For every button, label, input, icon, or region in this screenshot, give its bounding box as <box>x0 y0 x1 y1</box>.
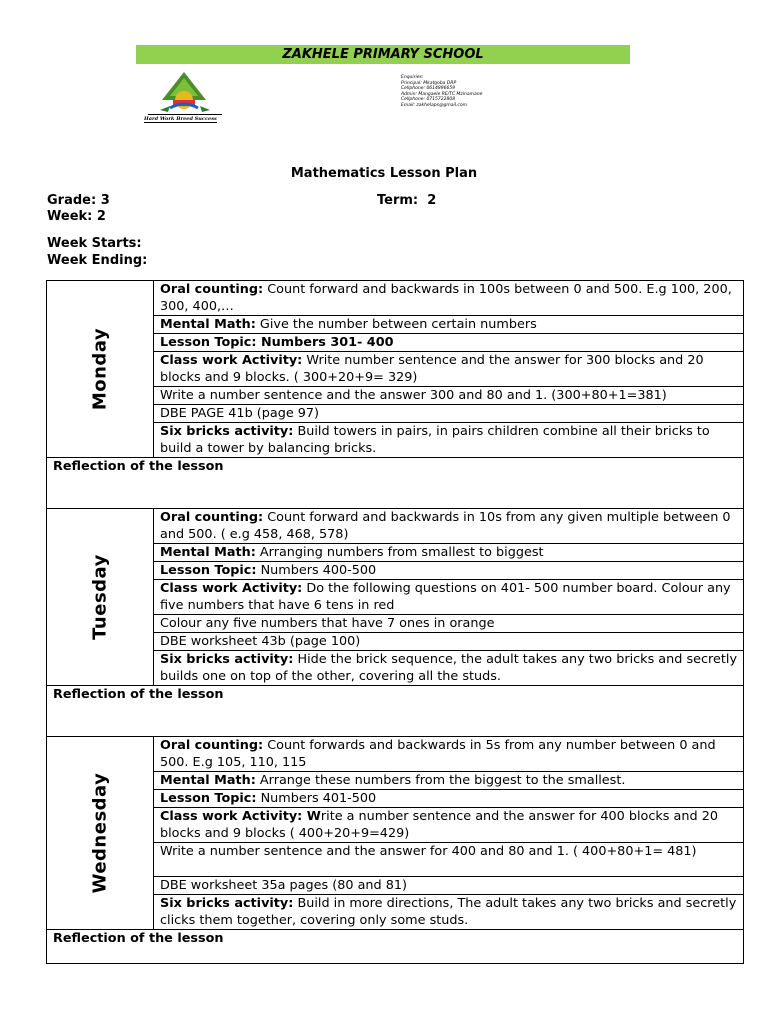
activity-cell <box>154 615 744 633</box>
activity-heading: Lesson Topic: <box>160 563 257 578</box>
grade-field <box>47 193 110 208</box>
activity-cell <box>154 790 744 808</box>
activity-text: Arrange these numbers from the biggest to the smallest. <box>255 773 626 788</box>
table-row <box>47 737 744 772</box>
grade-value: 3 <box>100 193 110 208</box>
reflection-cell: Reflection of the lesson <box>47 930 744 964</box>
activity-heading: Six bricks activity: <box>160 652 294 667</box>
reflection-cell: Reflection of the lesson <box>47 686 744 737</box>
activity-heading: Oral counting: <box>160 510 264 525</box>
activity-cell <box>154 633 744 651</box>
contact-line: Admin: Mangaele RE/TC Mzinamane <box>401 91 483 97</box>
term-label: Term: <box>377 193 419 208</box>
day-cell-monday <box>47 281 154 458</box>
activity-cell <box>154 405 744 423</box>
activity-text: Count forward and backwards in 10s from any given multiple between 0 and 500. ( e.g 458, 468, 578) <box>160 510 731 542</box>
activity-cell <box>154 580 744 615</box>
activity-text: Give the number between certain numbers <box>255 317 537 332</box>
week-ending-label: Week Ending: <box>47 253 148 268</box>
activity-text: Write number sentence and the answer for 300 blocks and 20 blocks and 9 blocks. ( 300+20+9= 329) <box>160 353 704 385</box>
day-label: Wednesday <box>89 772 111 894</box>
activity-heading: Mental Math: <box>160 545 256 560</box>
activity-heading: Class work Activity: <box>160 581 303 596</box>
term-field <box>377 193 436 208</box>
contact-line: Enquiries: <box>401 75 424 80</box>
school-motto: Hard Work Breed Success <box>144 116 217 122</box>
activity-heading: Class work Activity: <box>160 353 303 368</box>
activity-cell <box>154 544 744 562</box>
activity-text: Hide the brick sequence, the adult takes any two bricks and secretly builds one on top of the other, covering all the studs. <box>160 652 738 684</box>
activity-text: Build towers in pairs, in pairs children combine all their bricks to build a tower by balancing bricks. <box>160 424 710 456</box>
activity-cell <box>154 334 744 352</box>
contact-line: Email: zakhelaps@gmail.com <box>401 102 468 108</box>
activity-heading: Lesson Topic: Numbers 301- 400 <box>160 335 394 350</box>
activity-heading: Six bricks activity: <box>160 424 294 439</box>
activity-text: Count forwards and backwards in 5s from any number between 0 and 500. E.g 105, 110, 115 <box>160 738 716 770</box>
day-cell-tuesday <box>47 509 154 686</box>
school-name-banner: ZAKHELE PRIMARY SCHOOL <box>136 45 630 64</box>
activity-cell <box>154 895 744 930</box>
contact-line: Principal: Mkatgoba DRP <box>401 80 457 86</box>
reflection-row <box>47 458 744 509</box>
activity-heading: Lesson Topic: <box>160 791 257 806</box>
activity-heading: Six bricks activity: <box>160 896 294 911</box>
week-starts-label: Week Starts: <box>47 236 142 251</box>
table-row <box>47 281 744 316</box>
activity-cell <box>154 509 744 544</box>
activity-cell <box>154 651 744 686</box>
activity-text: Write a number sentence and the answer for 400 and 80 and 1. ( 400+80+1= 481) <box>160 844 697 859</box>
day-label: Tuesday <box>89 554 111 640</box>
activity-heading: Mental Math: <box>160 773 256 788</box>
activity-cell <box>154 562 744 580</box>
day-label: Monday <box>89 327 111 411</box>
lesson-plan-table <box>46 280 744 964</box>
contact-line: Cellphone: 0715722808 <box>401 97 456 103</box>
reflection-row <box>47 686 744 737</box>
table-row <box>47 509 744 544</box>
activity-cell <box>154 877 744 895</box>
activity-text: Count forward and backwards in 100s between 0 and 500. E.g 100, 200, 300, 400,… <box>160 282 732 314</box>
activity-text: DBE worksheet 43b (page 100) <box>160 634 361 649</box>
activity-cell <box>154 387 744 405</box>
activity-cell <box>154 423 744 458</box>
activity-cell <box>154 772 744 790</box>
day-cell-wednesday <box>47 737 154 930</box>
activity-cell <box>154 281 744 316</box>
activity-heading: Oral counting: <box>160 738 264 753</box>
week-field <box>47 209 106 224</box>
activity-text: Numbers 401-500 <box>256 791 377 806</box>
grade-label: Grade: <box>47 193 97 208</box>
activity-cell <box>154 808 744 843</box>
activity-text: DBE worksheet 35a pages (80 and 81) <box>160 878 408 893</box>
page-title: Mathematics Lesson Plan <box>290 166 478 181</box>
activity-cell <box>154 843 744 877</box>
activity-text: Build in more directions, The adult takes any two bricks and secretly clicks them together, covering only some studs. <box>160 896 737 928</box>
activity-text: rite a number sentence and the answer for 400 blocks and 20 blocks and 9 blocks ( 400+20+9=429) <box>160 809 718 841</box>
activity-text: Do the following questions on 401- 500 number board. Colour any five numbers that have 6 tens in red <box>160 581 731 613</box>
activity-heading: Class work Activity: W <box>160 809 321 824</box>
activity-text: Numbers 400-500 <box>256 563 377 578</box>
week-value: 2 <box>96 209 106 224</box>
contact-line: Cellphone: 0614896659 <box>401 86 456 92</box>
activity-heading: Mental Math: <box>160 317 256 332</box>
week-label: Week: <box>47 209 93 224</box>
activity-text: Arranging numbers from smallest to biggest <box>255 545 544 560</box>
contact-block <box>401 75 482 109</box>
activity-cell <box>154 737 744 772</box>
activity-text: Write a number sentence and the answer 300 and 80 and 1. (300+80+1=381) <box>160 388 667 403</box>
activity-cell <box>154 316 744 334</box>
activity-text: Colour any five numbers that have 7 ones in orange <box>160 616 495 631</box>
term-value: 2 <box>427 193 437 208</box>
reflection-cell: Reflection of the lesson <box>47 458 744 509</box>
activity-text: DBE PAGE 41b (page 97) <box>160 406 320 421</box>
reflection-row <box>47 930 744 964</box>
activity-heading: Oral counting: <box>160 282 264 297</box>
activity-cell <box>154 352 744 387</box>
